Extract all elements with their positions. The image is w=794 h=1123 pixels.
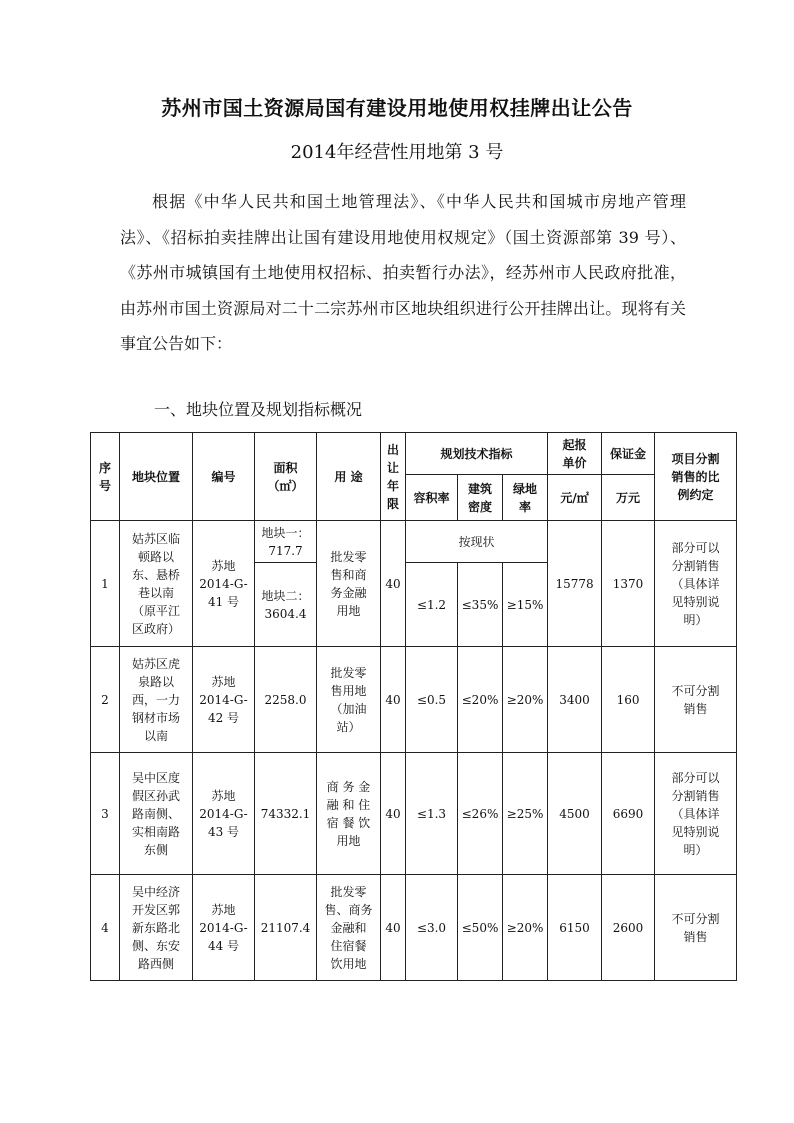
cell-code: 苏地 2014-G- 43 号 bbox=[193, 753, 255, 875]
header-price-unit: 元/㎡ bbox=[548, 475, 602, 521]
cell-area-parcel-1: 地块一： 717.7 bbox=[255, 521, 317, 563]
header-deposit-unit: 万元 bbox=[602, 475, 655, 521]
cell-use: 批发零 售和商 务金融 用地 bbox=[317, 521, 381, 647]
cell-term: 40 bbox=[381, 521, 406, 647]
header-price: 起报 单价 bbox=[548, 433, 602, 475]
cell-price: 3400 bbox=[548, 647, 602, 753]
cell-seq: 4 bbox=[91, 875, 120, 981]
section-heading: 一、地块位置及规划指标概况 bbox=[154, 400, 363, 419]
page-subtitle: 2014年经营性用地第 3 号 bbox=[290, 142, 504, 163]
header-location: 地块位置 bbox=[120, 433, 193, 521]
cell-split-sale: 部分可以 分割销售 （具体详 见特别说 明） bbox=[655, 521, 737, 647]
cell-location: 姑苏区临 顿路以 东、悬桥 巷以南 （原平江 区政府） bbox=[120, 521, 193, 647]
cell-seq: 1 bbox=[91, 521, 120, 647]
cell-green: ≥15% bbox=[503, 563, 548, 647]
header-seq: 序 号 bbox=[91, 433, 120, 521]
cell-term: 40 bbox=[381, 753, 406, 875]
cell-density: ≤35% bbox=[458, 563, 503, 647]
cell-code: 苏地 2014-G- 41 号 bbox=[193, 521, 255, 647]
cell-far: ≤0.5 bbox=[406, 647, 458, 753]
cell-deposit: 160 bbox=[602, 647, 655, 753]
cell-code: 苏地 2014-G- 42 号 bbox=[193, 647, 255, 753]
page-title: 苏州市国土资源局国有建设用地使用权挂牌出让公告 bbox=[161, 96, 633, 120]
cell-use: 批发零 售用地 （加油 站） bbox=[317, 647, 381, 753]
header-plan-indicators: 规划技术指标 bbox=[406, 433, 548, 475]
header-far: 容积率 bbox=[406, 475, 458, 521]
intro-paragraph bbox=[120, 184, 686, 362]
cell-density: ≤20% bbox=[458, 647, 503, 753]
cell-split-sale: 部分可以 分割销售 （具体详 见特别说 明） bbox=[655, 753, 737, 875]
header-area: 面积 （㎡） bbox=[255, 433, 317, 521]
cell-far: ≤1.2 bbox=[406, 563, 458, 647]
cell-price: 15778 bbox=[548, 521, 602, 647]
header-deposit: 保证金 bbox=[602, 433, 655, 475]
cell-deposit: 2600 bbox=[602, 875, 655, 981]
cell-far: ≤1.3 bbox=[406, 753, 458, 875]
table-row bbox=[91, 521, 737, 563]
cell-density: ≤50% bbox=[458, 875, 503, 981]
header-green: 绿地 率 bbox=[503, 475, 548, 521]
header-term: 出 让 年 限 bbox=[381, 433, 406, 521]
cell-area: 2258.0 bbox=[255, 647, 317, 753]
cell-green: ≥20% bbox=[503, 647, 548, 753]
cell-status-note: 按现状 bbox=[406, 521, 548, 563]
cell-area: 74332.1 bbox=[255, 753, 317, 875]
table-row bbox=[91, 875, 737, 981]
cell-deposit: 1370 bbox=[602, 521, 655, 647]
header-use: 用 途 bbox=[317, 433, 381, 521]
cell-location: 吴中区度 假区孙武 路南侧、 实相南路 东侧 bbox=[120, 753, 193, 875]
cell-location: 姑苏区虎 泉路以 西，一力 钢材市场 以南 bbox=[120, 647, 193, 753]
cell-price: 6150 bbox=[548, 875, 602, 981]
land-parcel-table bbox=[90, 432, 737, 981]
cell-seq: 3 bbox=[91, 753, 120, 875]
cell-use: 批发零 售、商务 金融和 住宿餐 饮用地 bbox=[317, 875, 381, 981]
cell-far: ≤3.0 bbox=[406, 875, 458, 981]
cell-green: ≥25% bbox=[503, 753, 548, 875]
cell-code: 苏地 2014-G- 44 号 bbox=[193, 875, 255, 981]
header-code: 编号 bbox=[193, 433, 255, 521]
header-split-sale: 项目分割 销售的比 例约定 bbox=[655, 433, 737, 521]
table-row bbox=[91, 647, 737, 753]
table-row bbox=[91, 753, 737, 875]
table-header-row bbox=[91, 433, 737, 475]
header-density: 建筑 密度 bbox=[458, 475, 503, 521]
cell-term: 40 bbox=[381, 647, 406, 753]
cell-deposit: 6690 bbox=[602, 753, 655, 875]
cell-area-parcel-2: 地块二： 3604.4 bbox=[255, 563, 317, 647]
cell-term: 40 bbox=[381, 875, 406, 981]
cell-location: 吴中经济 开发区郭 新东路北 侧、东安 路西侧 bbox=[120, 875, 193, 981]
intro-text: 根据《中华人民共和国土地管理法》、《中华人民共和国城市房地产管理法》、《招标拍卖挂牌出让国有建设用地使用权规定》（国土资源部第 39 号）、《苏州市城镇国有土地使用权招标、拍卖暂行办法》，经苏州市人民政府批准，由苏州市国土资源局对二十二宗苏州市区地块组织进行公开挂牌出让。现将有关事宜公告如下： bbox=[120, 192, 686, 353]
cell-split-sale: 不可分割 销售 bbox=[655, 647, 737, 753]
cell-density: ≤26% bbox=[458, 753, 503, 875]
cell-use: 商 务 金 融 和 住 宿 餐 饮 用地 bbox=[317, 753, 381, 875]
cell-split-sale: 不可分割 销售 bbox=[655, 875, 737, 981]
cell-price: 4500 bbox=[548, 753, 602, 875]
cell-area: 21107.4 bbox=[255, 875, 317, 981]
cell-green: ≥20% bbox=[503, 875, 548, 981]
cell-seq: 2 bbox=[91, 647, 120, 753]
